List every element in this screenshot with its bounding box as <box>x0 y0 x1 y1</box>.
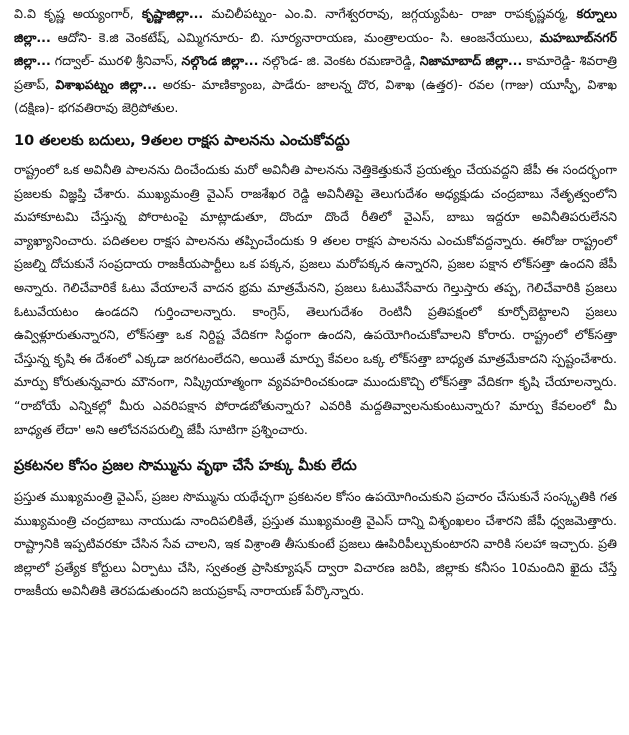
text-run: నల్గొండ- జి. వెంకట రమణారెడ్డి, <box>258 53 420 69</box>
text-run: కామారెడ్డి- శివరాత్రి ప్రతాప్, <box>14 53 618 92</box>
public-money-paragraph: ప్రస్తుత ముఖ్యమంత్రి వైఎస్, ప్రజల సొమ్మును యథేచ్ఛగా ప్రకటనల కోసం ఉపయోగించుకుని ప్రచారం చేసుకునే సంస్కృతికి గత ముఖ్యమంత్రి చంద్రబాబు నాయుడు నాందిపలికితే, ప్రస్తుత ముఖ్యమంత్రి వైఎస్ దాన్ని విశృంఖలం చేశారని జేపీ ధ్వజమెత్తారు. రాష్ట్రానికి ఇప్పటివరకూ చేసిన సేవ చాలని, ఇక విశ్రాంతి తీసుకుంటే ప్రజలు ఊపిరిపీల్చుకుంటారని వారికి సలహా ఇచ్చారు. ప్రతి జిల్లాలో ప్రత్యేక కోర్టులు ఏర్పాటు చేసి, స్వతంత్ర ప్రాసిక్యూషన్ ద్వారా విచారణ జరిపి, జిల్లాకు కనీసం 10మందిని ఖైదు చేస్తే రాజకీయ అవినీతికి తెరపడుతుందని జయప్రకాష్ నారాయణ్ పేర్కొన్నారు. <box>14 489 617 599</box>
district-label-nalgonda: నల్గొండ జిల్లా... <box>181 53 259 69</box>
district-label-nizamabad: నిజామాబాద్ జిల్లా... <box>419 53 523 69</box>
text-run: అరకు- మాణిక్యాంబ, పాడేరు- జాలన్న దొర, విశాఖ (ఉత్తర)- రవల (గాజు) యూస్ఫీ, విశాఖ (దక్షిణ)- భగవతిరావు జెర్రిపోతుల. <box>14 76 618 116</box>
text-run: వి.వి కృష్ణ అయ్యంగార్, <box>14 6 142 21</box>
section-heading-rakshasa-rule: 10 తలలకు బదులు, 9తలల రాక్షస పాలనను ఎంచుకోవద్దు <box>14 132 350 149</box>
district-label-visakhapatnam: విశాఖపట్నం జిల్లా... <box>55 76 157 92</box>
district-label-kurnool: కర్నూలు జిల్లా... <box>14 6 617 45</box>
text-run: ఆదోని- కె.జి వెంకటేష్, ఎమ్మిగనూరు- బి. సూర్యనారాయణ, మంత్రాలయం- సి. ఆంజనేయులు, <box>50 29 540 45</box>
text-run: గద్వాల్- మురళి శ్రీనివాస్, <box>50 53 182 69</box>
text-run: మచిలీపట్నం- ఎం.వి. నాగేశ్వరరావు, జగ్గయ్యపేట- రాజా రాపకృష్ణవర్మ, <box>203 6 577 21</box>
candidate-list-paragraph <box>14 2 617 120</box>
district-label-krishna: కృష్ణాజిల్లా... <box>141 6 204 21</box>
rakshasa-rule-paragraph: రాష్ట్రంలో ఒక అవినీతి పాలనను దించేందుకు మరో అవినీతి పాలనను నెత్తికెత్తుకునే ప్రయత్నం చేయవద్దని జేపీ ఈ సందర్భంగా ప్రజలకు విజ్ఞప్తి చేశారు. ముఖ్యమంత్రి వైఎస్ రాజశేఖర రెడ్డి అవినీతిపై తెలుగుదేశం అధ్యక్షుడు చంద్రబాబు నేతృత్వంలోని మహాకూటమి చేస్తున్న పోరాటంపై మాట్లాడుతూ, దొందూ దొందే రీతిలో వైఎస్, బాబు ఇద్దరూ అవినీతిపరులేనని వ్యాఖ్యానించారు. పదితలల రాక్షస పాలనను తప్పించేందుకు 9 తలల రాక్షస పాలనను ఎంచుకోవద్దన్నారు. ఈరోజు రాష్ట్రంలో ప్రజల్ని దోచుకునే సంప్రదాయ రాజకీయపార్టీలు ఒక పక్కన, ప్రజలు మరోపక్కన ఉన్నారని, ప్రజల పక్షాన లోక్‌సత్తా ఉందని జేపీ అన్నారు. గెలిచేవారికే ఓటు వేయాలనే వాదన భ్రమ మాత్రమేనని, ప్రజలు ఓటువేసేవారు గెల్తుస్తారు తప్ప, గెలిచేవారికి ప్రజలు ఓటువేయటం ఉండదని గుర్తించాలన్నారు. కాంగ్రెస్, తెలుగుదేశం రెంటినీ ప్రతిపక్షంలో కూర్చోబెట్టాలని ప్రజలు ఉవ్విళ్లూరుతున్నారని, లోక్‌సత్తా ఒక నిర్దిష్ట వేదికగా సిద్ధంగా ఉందని, ఉపయోగించుకోవాలని కోరారు. రాష్ట్రంలో లోక్‌సత్తా చేస్తున్న కృషి ఈ దేశంలో ఎక్కడా జరగటంలేదని, అయితే మార్పు కేవలం ఒక్క లోక్‌సత్తా బాధ్యత మాత్రమేకాదని స్పష్టంచేశారు. మార్పు కోరుతున్నవారు మౌనంగా, నిష్క్రియాత్మంగా వ్యవహరించకుండా ముందుకొచ్చి లోక్‌సత్తా వేదికగా కృషి చేయాలన్నారు. “రాబోయే ఎన్నికల్లో మీరు ఎవరిపక్షాన పోరాడబోతున్నారు? ఎవరికి మద్దతివ్వాలనుకుంటున్నారు? మార్పు కేవలంలో మీ బాధ్యత లేదా' అని ఆలోచనపరుల్ని జేపీ సూటిగా ప్రశ్నించారు. <box>14 161 617 437</box>
section-heading-public-money: ప్రకటనల కోసం ప్రజల సొమ్మును వృథా చేసే హక్కు మీకు లేదు <box>14 458 357 475</box>
district-label-mahabubnagar: మహబూబ్‌నగర్ జిల్లా... <box>14 29 617 69</box>
